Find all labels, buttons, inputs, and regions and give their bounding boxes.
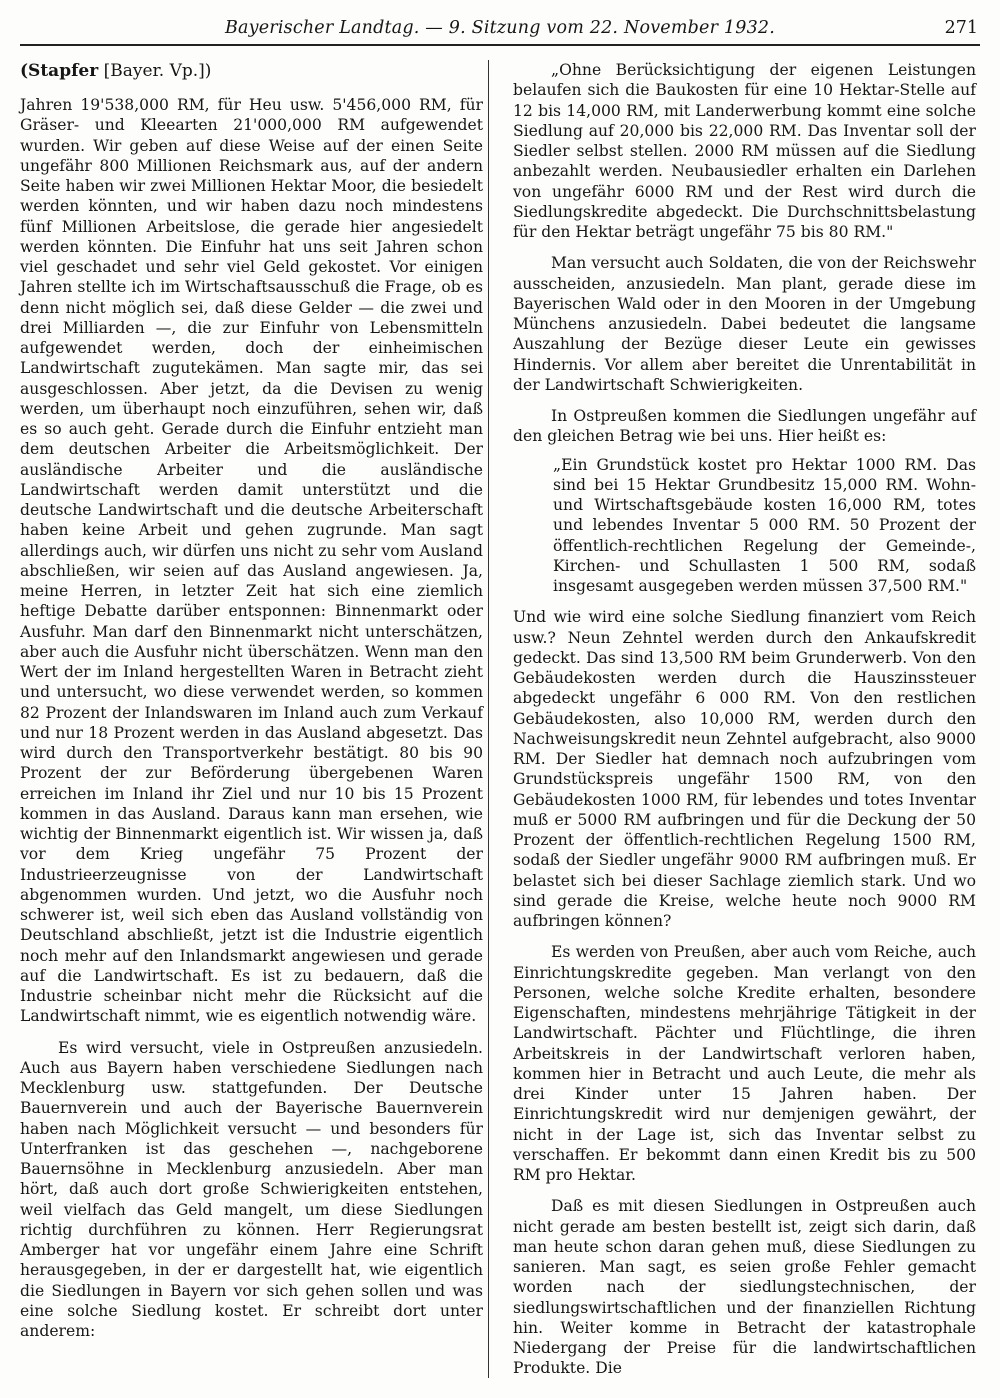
paragraph: Es werden von Preußen, aber auch vom Reiche, auch Einrichtungskredite gegeben. Man verlangt von den Personen, welche solche Kredite erhalten, besondere Eigenschaften, mindestens mehrjährige Tätigkeit in der Landwirtschaft. Pächter und Flüchtlinge, die ihren Arbeitskreis in der Landwirtschaft verloren haben, kommen hier in Betracht und auch Leute, die mehr als drei Kinder unter 15 Jahren haben. Der Einrichtungskredit wird nur demjenigen gewährt, der nicht in der Lage ist, sich das Inventar selbst zu verschaffen. Er bekommt dann einen Kredit bis zu 500 RM pro Hektar. xyxy=(513,943,976,1184)
speaker-name: (Stapfer xyxy=(20,61,99,81)
paragraph: Es wird versucht, viele in Ostpreußen anzusiedeln. Auch aus Bayern haben verschiedene Siedlungen nach Mecklenburg usw. stattgefunden. Der Deutsche Bauernverein und auch der Bayerische Bauernverein haben nach Möglichkeit versucht — und besonders für Unterfranken ist das geschehen —, nachgeborene Bauernsöhne in Mecklenburg anzusiedeln. Aber man hört, daß auch dort große Schwierigkeiten entstehen, weil vielfach das Geld mangelt, um diese Siedlungen richtig durchführen zu können. Herr Regierungsrat Amberger hat vor ungefähr einem Jahre eine Schrift herausgegeben, in der er dargestellt hat, wie eigentlich die Siedlungen in Bayern vor sich gehen sollen und was eine solche Siedlung kostet. Er schreibt dort unter anderem: xyxy=(20,1038,483,1340)
page-number: 271 xyxy=(944,18,978,38)
right-column xyxy=(513,60,976,1388)
paragraph: Und wie wird eine solche Siedlung finanziert vom Reich usw.? Neun Zehntel werden durch den Ankaufskredit gedeckt. Das sind 13,500 RM beim Grunderwerb. Von den Gebäudekosten werden durch die Hauszinssteuer abgedeckt ungefähr 6 000 RM. Von den restlichen Gebäudekosten, also 10,000 RM, werden durch den Nachweisungskredit neun Zehntel aufgebracht, also 9000 RM. Der Siedler hat demnach noch aufzubringen vom Grundstückspreis ungefähr 1500 RM, von den Gebäudekosten 1000 RM, für lebendes und totes Inventar muß er 5000 RM aufbringen und für die Deckung der 50 Prozent der öffentlich-rechtlichen Regelung 1500 RM, sodaß der Siedler ungefähr 9000 RM aufbringen muß. Er belastet sich bei dieser Sachlage ziemlich stark. Und wo sind gerade die Kreise, welche heute noch 9000 RM aufbringen können? xyxy=(513,608,976,930)
column-divider xyxy=(488,60,489,1378)
speaker-party: [Bayer. Vp.]) xyxy=(98,61,212,81)
left-column xyxy=(20,60,483,1388)
paragraph: Jahren 19'538,000 RM, für Heu usw. 5'456,000 RM, für Gräser- und Kleearten 21'000,000 RM aufgewendet wurden. Wir geben auf diese Weise auf der einen Seite ungefähr 800 Millionen Reichsmark aus, auf der andern Seite haben wir zwei Millionen Hektar Moor, die besiedelt werden könnten, und wir haben dazu noch mindestens fünf Millionen Arbeitslose, die gerade hier angesiedelt werden könnten. Die Einfuhr hat uns seit Jahren schon viel geschadet und sehr viel Geld gekostet. Vor einigen Jahren stellte ich im Wirtschaftsausschuß die Frage, ob es denn nicht möglich sei, daß diese Gelder — die zwei und drei Milliarden —, die zur Einfuhr von Lebensmitteln aufgewendet werden, doch der einheimischen Landwirtschaft zugutekämen. Man sagte mir, das sei ausgeschlossen. Aber jetzt, da die Devisen zu wenig werden, um überhaupt noch einzuführen, sehen wir, daß es so auch geht. Gerade durch die Einfuhr entzieht man dem deutschen Arbeiter die Arbeitsmöglichkeit. Der ausländische Arbeiter und die ausländische Landwirtschaft werden damit unterstützt und die deutsche Landwirtschaft und die deutsche Arbeiterschaft haben keine Arbeit und gehen zugrunde. Man sagt allerdings auch, wir dürfen uns nicht zu sehr vom Ausland abschließen, wir seien auf das Ausland angewiesen. Ja, meine Herren, in letzter Zeit hat sich eine ziemlich heftige Debatte darüber entsponnen: Binnenmarkt oder Ausfuhr. Man darf den Binnenmarkt nicht unterschätzen, aber auch die Ausfuhr nicht überschätzen. Wenn man den Wert der im Inland hergestellten Waren in Betracht zieht und untersucht, wo diese verwendet werden, so kommen 82 Prozent der Inlandswaren im Inland auch zum Verkauf und nur 18 Prozent werden in das Ausland abgesetzt. Das wird durch den Transportverkehr bestätigt. 80 bis 90 Prozent der zur Beförderung übergebenen Waren erreichen im Inland ihr Ziel und nur 10 bis 15 Prozent kommen in das Ausland. Daraus kann man ersehen, wie wichtig der Binnenmarkt eigentlich ist. Wir wissen ja, daß vor dem Krieg ungefähr 75 Prozent der Industrieerzeugnisse von der Landwirtschaft abgenommen wurden. Und jetzt, wo die Ausfuhr noch schwerer ist, weil sich eben das Ausland vollständig von Deutschland abschließt, jetzt ist die Industrie eigentlich noch mehr auf den Inlandsmarkt angewiesen und gerade auf die Landwirtschaft. Es ist zu bedauern, daß die Industrie scheinbar nicht mehr die Rücksicht auf die Landwirtschaft nimmt, wie es eigentlich notwendig wäre. xyxy=(20,96,483,1026)
paragraph: Man versucht auch Soldaten, die von der Reichswehr ausscheiden, anzusiedeln. Man plant, gerade diese im Bayerischen Wald oder in den Mooren in der Umgebung Münchens anzusiedeln. Dabei bedeutet die langsame Auszahlung der Bezüge dieser Leute ein gewisses Hindernis. Vor allem aber bereitet die Unrentabilität in der Landwirtschaft Schwierigkeiten. xyxy=(513,254,976,394)
running-title: Bayerischer Landtag. — 9. Sitzung vom 22. November 1932. xyxy=(224,18,776,38)
page-header xyxy=(20,14,980,46)
paragraph: Daß es mit diesen Siedlungen in Ostpreußen auch nicht gerade am besten bestellt ist, zeigt sich darin, daß man heute schon daran gehen muß, diese Siedlungen zu sanieren. Man sagt, es seien große Fehler gemacht worden nach der siedlungstechnischen, der siedlungswirtschaftlichen und der finanziellen Richtung hin. Weiter komme in Betracht der katastrophale Niedergang der Preise für die landwirtschaftlichen Produkte. Die xyxy=(513,1197,976,1378)
block-quote: „Ein Grundstück kostet pro Hektar 1000 RM. Das sind bei 15 Hektar Grundbesitz 15,000 RM. Wohn- und Wirtschaftsgebäude kosten 16,000 RM, totes und lebendes Inventar 5 000 RM. 50 Prozent der öffentlich-rechtlichen Regelung der Gemeinde-, Kirchen- und Schullasten 1 500 RM, sodaß insgesamt ausgegeben werden müssen 37,500 RM." xyxy=(553,455,976,595)
block-quote: „Ohne Berücksichtigung der eigenen Leistungen belaufen sich die Baukosten für eine 10 Hektar-Stelle auf 12 bis 14,000 RM, mit Landerwerbung kommt eine solche Siedlung auf 20,000 bis 22,000 RM. Das Inventar soll der Siedler selbst stellen. 2000 RM müssen auf die Siedlung anbezahlt werden. Neubausiedler erhalten ein Darlehen von ungefähr 6000 RM und der Rest wird durch die Siedlungskredite abgedeckt. Die Durchschnittsbelastung für den Hektar beträgt ungefähr 75 bis 80 RM." xyxy=(513,61,976,241)
paragraph: In Ostpreußen kommen die Siedlungen ungefähr auf den gleichen Betrag wie bei uns. Hier heißt es: xyxy=(513,407,976,446)
speaker-heading xyxy=(20,60,483,82)
